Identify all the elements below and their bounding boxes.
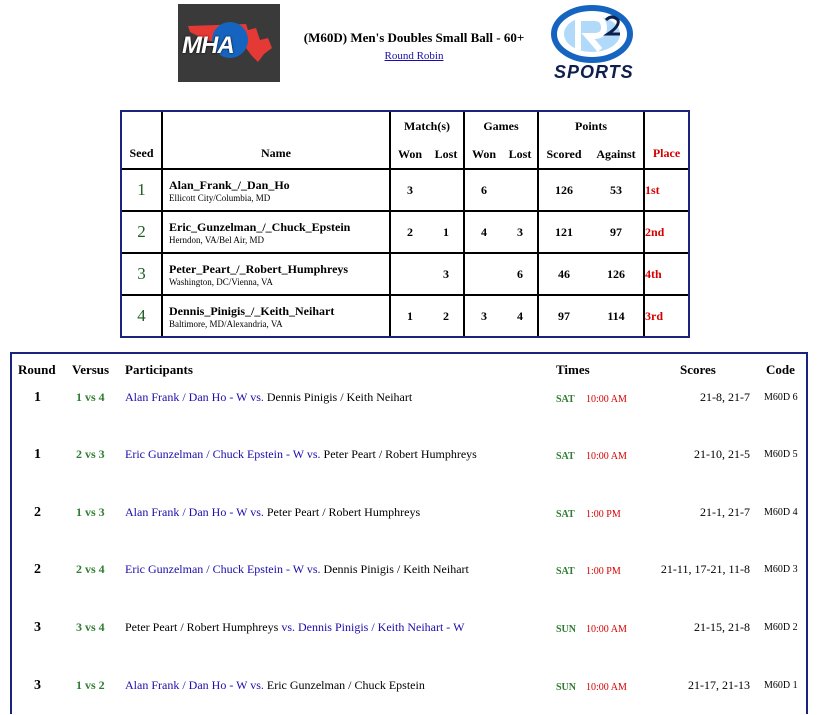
match-time: 10:00 AM: [586, 394, 627, 405]
points-scored: 46: [539, 254, 589, 296]
seed-number: 1: [122, 170, 163, 212]
games-won: 3: [481, 308, 487, 323]
second-team: Eric Gunzelman / Chuck Epstein: [266, 678, 425, 692]
second-team: Peter Peart / Robert Humphreys: [323, 447, 477, 461]
page-title: (M60D) Men's Doubles Small Ball - 60+: [303, 30, 525, 45]
match-row: [12, 390, 806, 410]
standings-row: [122, 254, 688, 296]
match-round: 2: [34, 505, 41, 520]
first-team: Alan Frank / Dan Ho - W: [125, 505, 248, 519]
games-lost: 6: [503, 254, 539, 296]
points-against: 126: [589, 254, 645, 296]
second-team: Dennis Pinigis / Keith Neihart: [266, 390, 413, 404]
match-scores: 21-1, 21-7: [700, 505, 750, 519]
match-scores: 21-17, 21-13: [688, 678, 750, 692]
place-value: 4th: [645, 254, 688, 296]
match-time: 10:00 AM: [586, 451, 627, 462]
seed-header: Seed: [129, 146, 154, 160]
match-time: 1:00 PM: [586, 566, 621, 577]
games-header: Games: [465, 112, 539, 140]
matches-won-header: Won: [391, 140, 429, 170]
second-team: Dennis Pinigis / Keith Neihart: [323, 562, 469, 576]
scores-header: Scores: [680, 362, 716, 377]
matches-won: 2: [391, 212, 429, 254]
match-round: 1: [34, 390, 41, 405]
code-header: Code: [766, 362, 795, 377]
standings-row: [122, 212, 688, 254]
team-location: Ellicott City/Columbia, MD: [169, 192, 271, 203]
match-scores: 21-11, 17-21, 11-8: [660, 562, 750, 576]
points-scored-header: Scored: [539, 140, 589, 170]
first-team: Alan Frank / Dan Ho - W: [125, 390, 248, 404]
match-day: SAT: [556, 566, 575, 577]
match-code: M60D 2: [764, 622, 798, 633]
matches-lost: [429, 170, 465, 212]
match-versus: 1 vs 3: [76, 505, 105, 519]
vs-label: vs.: [306, 447, 321, 461]
match-row: [12, 505, 806, 525]
match-participants: [125, 562, 469, 577]
standings-table: [120, 110, 690, 338]
seed-number: 4: [122, 296, 163, 336]
match-code: M60D 1: [764, 680, 798, 691]
points-scored: 126: [539, 170, 589, 212]
match-participants: [125, 678, 425, 693]
team-location: Washington, DC/Vienna, VA: [169, 276, 273, 287]
match-code: M60D 3: [764, 564, 798, 575]
match-participants: [125, 505, 420, 520]
matches-won: 1: [407, 308, 413, 323]
match-day: SAT: [556, 509, 575, 520]
matches-header: Match(s): [391, 112, 465, 140]
match-row: [12, 678, 806, 698]
matches-lost: 1: [429, 212, 465, 254]
round-robin-link[interactable]: Round Robin: [384, 50, 444, 62]
match-time: 1:00 PM: [586, 509, 621, 520]
team-location: Baltimore, MD/Alexandria, VA: [169, 318, 283, 329]
match-day: SUN: [556, 624, 577, 635]
participants-header: Participants: [125, 362, 193, 377]
versus-header: Versus: [72, 362, 110, 377]
match-scores: 21-8, 21-7: [700, 390, 750, 404]
match-time: 10:00 AM: [586, 624, 627, 635]
games-lost: [503, 170, 539, 212]
matches-lost: 3: [429, 254, 465, 296]
match-time: 10:00 AM: [586, 682, 627, 693]
mha-logo-text: MHA: [182, 32, 234, 59]
match-versus: 2 vs 4: [76, 562, 105, 576]
match-code: M60D 4: [764, 507, 798, 518]
vs-label: vs.: [250, 505, 264, 519]
points-header: Points: [539, 112, 645, 140]
standings-row: [122, 170, 688, 212]
team-location: Herndon, VA/Bel Air, MD: [169, 234, 265, 245]
match-versus: 1 vs 4: [76, 390, 105, 404]
second-team: Peter Peart / Robert Humphreys: [266, 505, 421, 519]
vs-label: vs.: [281, 620, 295, 634]
matches-won: 3: [391, 170, 429, 212]
games-won: 6: [465, 170, 503, 212]
points-against: 53: [589, 170, 645, 212]
match-code: M60D 6: [764, 392, 798, 403]
vs-label: vs.: [250, 678, 264, 692]
matches-won: [391, 254, 429, 296]
vs-label: vs.: [250, 390, 264, 404]
times-header: Times: [556, 362, 590, 377]
first-team: Eric Gunzelman / Chuck Epstein - W: [125, 447, 304, 461]
first-team: Alan Frank / Dan Ho - W: [125, 678, 248, 692]
match-scores: 21-10, 21-5: [694, 447, 750, 461]
team-name: Eric_Gunzelman_/_Chuck_Epstein: [169, 219, 351, 234]
match-row: [12, 620, 806, 640]
place-value: 3rd: [645, 308, 663, 323]
team-name: Dennis_Pinigis_/_Keith_Neihart: [169, 303, 335, 318]
points-against-header: Against: [589, 140, 645, 170]
place-value: 1st: [645, 170, 688, 212]
round-header: Round: [18, 362, 56, 377]
match-round: 2: [34, 562, 41, 577]
matches-lost-header: Lost: [429, 140, 465, 170]
team-name: Alan_Frank_/_Dan_Ho: [169, 177, 290, 192]
games-lost: 3: [503, 212, 539, 254]
points-scored: 121: [539, 212, 589, 254]
match-round: 3: [34, 678, 41, 693]
match-row: [12, 447, 806, 467]
points-against: 114: [589, 296, 645, 336]
seed-number: 2: [122, 212, 163, 254]
vs-label: vs.: [306, 562, 321, 576]
points-scored: 97: [558, 308, 570, 323]
match-day: SAT: [556, 451, 575, 462]
match-versus: 1 vs 2: [76, 678, 105, 692]
name-header: Name: [261, 146, 291, 160]
match-versus: 3 vs 4: [76, 620, 105, 634]
games-won: [465, 254, 503, 296]
r2-sports-logo: [548, 4, 638, 84]
title-block: [282, 30, 546, 64]
standings-row: [122, 296, 688, 336]
match-participants: [125, 447, 477, 462]
points-against: 97: [589, 212, 645, 254]
games-won-header: Won: [465, 140, 503, 170]
second-team: Dennis Pinigis / Keith Neihart - W: [297, 620, 465, 634]
seed-number: 3: [122, 254, 163, 296]
match-scores: 21-15, 21-8: [694, 620, 750, 634]
match-row: [12, 562, 806, 582]
match-round: 3: [34, 620, 41, 635]
match-code: M60D 5: [764, 449, 798, 460]
first-team: Eric Gunzelman / Chuck Epstein - W: [125, 562, 304, 576]
match-round: 1: [34, 447, 41, 462]
matches-lost: 2: [429, 296, 465, 336]
match-versus: 2 vs 3: [76, 447, 105, 461]
r2-logo-icon: [548, 4, 638, 64]
games-lost: 4: [503, 296, 539, 336]
mha-logo: [178, 4, 280, 82]
place-header: Place: [652, 146, 681, 160]
matches-table: [10, 352, 808, 714]
place-value: 2nd: [645, 212, 688, 254]
match-day: SAT: [556, 394, 575, 405]
team-name: Peter_Peart_/_Robert_Humphreys: [169, 261, 349, 276]
first-team: Peter Peart / Robert Humphreys: [125, 620, 279, 634]
r2-logo-text: SPORTS: [554, 62, 634, 82]
match-day: SUN: [556, 682, 577, 693]
match-participants: [125, 620, 464, 635]
games-lost-header: Lost: [503, 140, 539, 170]
match-participants: [125, 390, 412, 405]
games-won: 4: [465, 212, 503, 254]
